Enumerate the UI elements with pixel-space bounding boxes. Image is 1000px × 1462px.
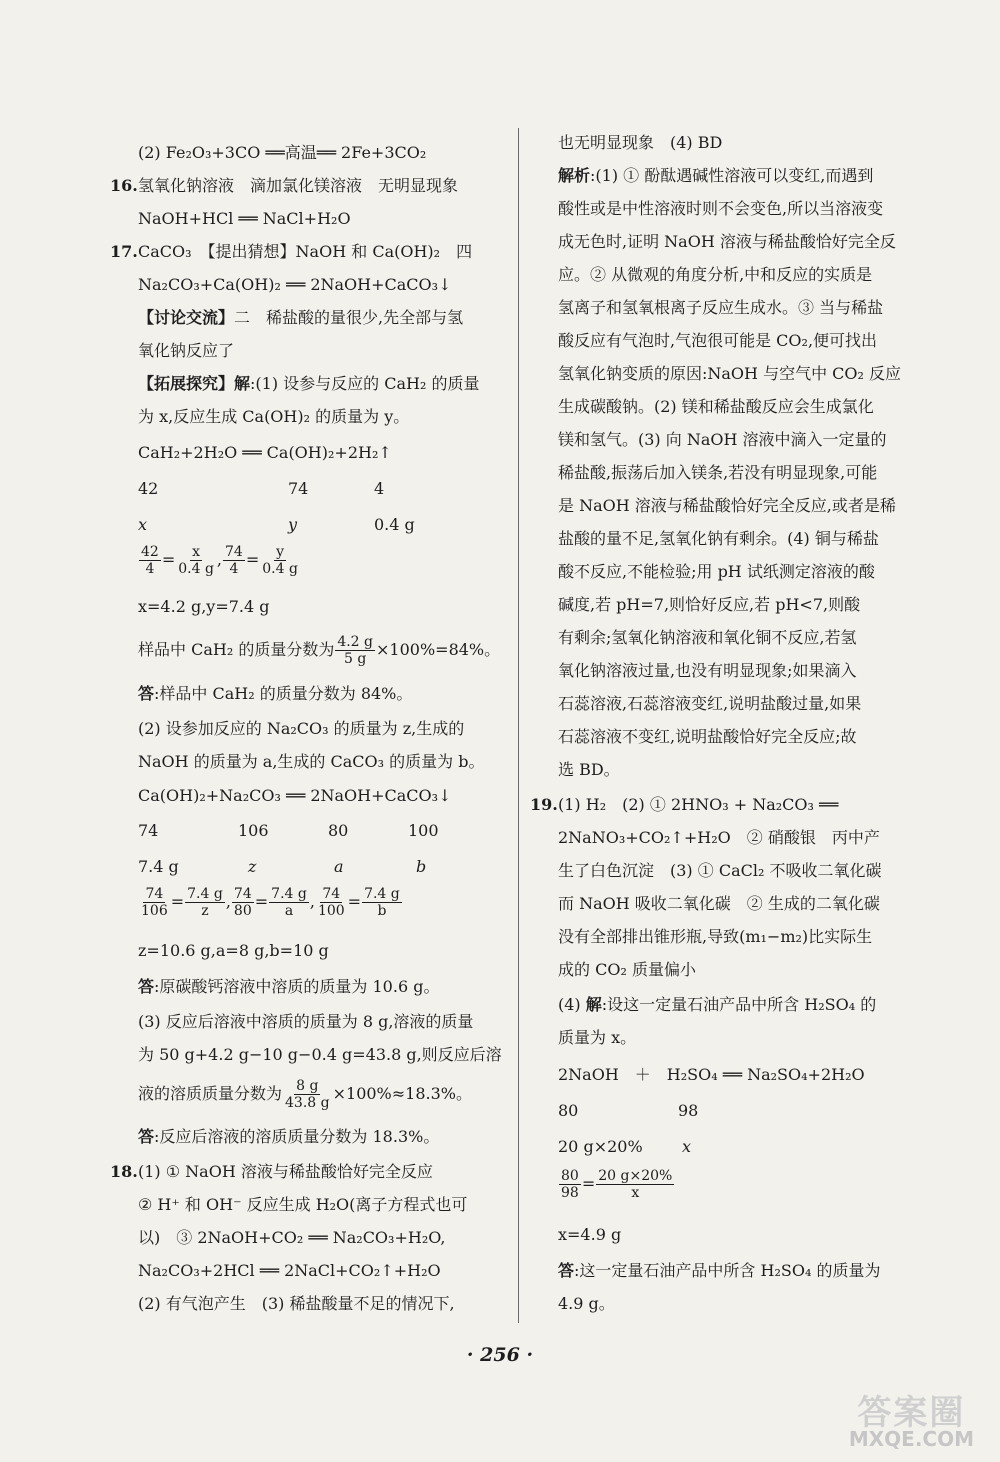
text: 液的溶质质量分数为 xyxy=(138,1084,283,1103)
numerator: 7.4 g xyxy=(364,886,400,902)
variable: a xyxy=(334,857,344,876)
denominator: x xyxy=(631,1185,640,1201)
variable: b xyxy=(416,857,427,876)
variable: x xyxy=(138,515,148,534)
fraction xyxy=(335,634,375,667)
molar-mass: 80 xyxy=(328,821,349,840)
text-line: 应。② 从微观的角度分析,中和反应的实质是 xyxy=(558,265,873,284)
equation: 2NaOH ＋ H₂SO₄ ══ Na₂SO₄+2H₂O xyxy=(558,1065,865,1084)
fraction xyxy=(232,886,254,919)
text-line: 石蕊溶液不变红,说明盐酸恰好完全反应;故 xyxy=(558,727,857,746)
text-line: (3) 反应后溶液中溶质的质量为 8 g,溶液的质量 xyxy=(138,1012,474,1031)
text-line: 为 x,反应生成 Ca(OH)₂ 的质量为 y。 xyxy=(138,407,410,426)
text-line: 也无明显现象 (4) BD xyxy=(558,133,723,152)
denominator: 5 g xyxy=(344,651,367,667)
variable: 20 g×20% xyxy=(558,1137,643,1156)
fraction xyxy=(596,1168,674,1201)
text-line: 碱度,若 pH=7,则恰好反应,若 pH<7,则酸 xyxy=(558,595,861,614)
variable: y xyxy=(288,515,298,534)
equation: NaOH+HCl ══ NaCl+H₂O xyxy=(138,209,351,228)
text-line: (2) Fe₂O₃+3CO ══高温══ 2Fe+3CO₂ xyxy=(138,143,427,162)
answer-tag: 答 xyxy=(138,684,155,703)
text: 样品中 CaH₂ 的质量分数为 xyxy=(138,640,335,659)
variable: x xyxy=(682,1137,692,1156)
denominator: 98 xyxy=(561,1185,579,1201)
text: (4) xyxy=(558,995,586,1014)
text-line: (1) H₂ (2) ① 2HNO₃ + Na₂CO₃ ══ xyxy=(558,795,839,814)
numerator: 80 xyxy=(561,1168,579,1184)
molar-mass: 42 xyxy=(138,479,159,498)
section-tag: 【拓展探究】解 xyxy=(138,374,251,393)
molar-mass: 74 xyxy=(288,479,309,498)
numerator: 74 xyxy=(145,886,164,902)
fraction-equation xyxy=(138,886,403,919)
fraction xyxy=(139,886,170,919)
fraction xyxy=(176,544,216,577)
numerator: 74 xyxy=(233,886,252,902)
text: :这一定量石油产品中所含 H₂SO₄ 的质量为 xyxy=(574,1261,881,1280)
fraction xyxy=(223,544,245,577)
text-line xyxy=(138,307,463,329)
fraction xyxy=(316,886,347,919)
text-line: ② H⁺ 和 OH⁻ 反应生成 H₂O(离子方程式也可 xyxy=(138,1195,468,1214)
equals: = xyxy=(161,550,176,569)
text-line: NaOH 的质量为 a,生成的 CaCO₃ 的质量为 b。 xyxy=(138,752,485,771)
variable: 7.4 g xyxy=(138,857,179,876)
denominator: z xyxy=(201,903,209,919)
molar-mass: 80 xyxy=(558,1101,579,1120)
text-line: 而 NaOH 吸收二氧化碳 ② 生成的二氧化碳 xyxy=(558,894,880,913)
equation: Na₂CO₃+Ca(OH)₂ ══ 2NaOH+CaCO₃↓ xyxy=(138,275,452,294)
denominator: a xyxy=(284,903,294,919)
text-line xyxy=(138,1078,472,1111)
column-divider xyxy=(518,128,519,1323)
text-line: 氢氧化钠变质的原因:NaOH 与空气中 CO₂ 反应 xyxy=(558,364,902,383)
fraction-equation xyxy=(558,1168,675,1201)
text-line xyxy=(558,994,876,1016)
text-line: (2) 有气泡产生 (3) 稀盐酸量不足的情况下, xyxy=(138,1294,455,1313)
molar-mass: 106 xyxy=(238,821,269,840)
numerator: 4.2 g xyxy=(337,634,374,650)
text: ×100%=84%。 xyxy=(376,640,501,659)
question-number: 18. xyxy=(110,1162,138,1181)
text-line: 4.9 g。 xyxy=(558,1294,615,1313)
text-line xyxy=(138,373,479,395)
text-line: 是 NaOH 溶液与稀盐酸恰好完全反应,或者是稀 xyxy=(558,496,896,515)
text-line: 没有全部排出锥形瓶,导致(m₁−m₂)比实际生 xyxy=(558,927,873,946)
variable: 0.4 g xyxy=(374,515,415,534)
analysis-tag: 解析 xyxy=(558,166,591,185)
result: x=4.2 g,y=7.4 g xyxy=(138,597,270,616)
denominator: b xyxy=(377,903,387,919)
denominator: 106 xyxy=(141,903,168,919)
denominator: 0.4 g xyxy=(262,561,298,577)
text-line: 稀盐酸,振荡后加入镁条,若没有明显现象,可能 xyxy=(558,463,878,482)
text: :(1) 设参与反应的 CaH₂ 的质量 xyxy=(250,374,480,393)
numerator: y xyxy=(276,544,285,560)
answer-line xyxy=(138,976,439,998)
text-line: 酸反应有气泡时,气泡很可能是 CO₂,便可找出 xyxy=(558,331,878,350)
answer-tag: 答 xyxy=(558,1261,575,1280)
separator: , xyxy=(225,892,231,911)
text-line: 生成碳酸钠。(2) 镁和稀盐酸反应会生成氯化 xyxy=(558,397,874,416)
numerator: 8 g xyxy=(296,1078,319,1094)
fraction xyxy=(260,544,300,577)
question-number: 17. xyxy=(110,242,138,261)
denominator: 4 xyxy=(229,561,239,577)
answer-tag: 答 xyxy=(138,1127,155,1146)
text-line: 生了白色沉淀 (3) ① CaCl₂ 不吸收二氧化碳 xyxy=(558,861,882,880)
text-line: 镁和氢气。(3) 向 NaOH 溶液中滴入一定量的 xyxy=(558,430,887,449)
text-line: 酸不反应,不能检验;用 pH 试纸测定溶液的酸 xyxy=(558,562,875,581)
text-line: CaCO₃ 【提出猜想】NaOH 和 Ca(OH)₂ 四 xyxy=(138,242,473,261)
numerator: 7.4 g xyxy=(187,886,223,902)
numerator: 20 g×20% xyxy=(598,1168,673,1184)
separator: , xyxy=(309,892,315,911)
text: :样品中 CaH₂ 的质量分数为 84%。 xyxy=(154,684,413,703)
question-number: 16. xyxy=(110,176,138,195)
denominator: 0.4 g xyxy=(178,561,214,577)
question-number: 19. xyxy=(530,795,558,814)
fraction xyxy=(283,1078,332,1111)
molar-mass: 98 xyxy=(678,1101,699,1120)
solution-tag: 解 xyxy=(585,995,602,1014)
watermark-brand: 答案圈 xyxy=(857,1393,966,1433)
numerator: 74 xyxy=(225,544,243,560)
fraction xyxy=(269,886,309,919)
text-line: 氧化钠溶液过量,也没有明显现象;如果滴入 xyxy=(558,661,857,680)
equation: Na₂CO₃+2HCl ══ 2NaCl+CO₂↑+H₂O xyxy=(138,1261,441,1280)
text: ×100%≈18.3%。 xyxy=(332,1084,472,1103)
numerator: x xyxy=(192,544,201,560)
fraction-equation xyxy=(138,544,301,577)
result: x=4.9 g xyxy=(558,1225,622,1244)
text-line: (1) ① NaOH 溶液与稀盐酸恰好完全反应 xyxy=(138,1162,433,1181)
equals: = xyxy=(245,550,260,569)
denominator: 100 xyxy=(317,903,345,919)
fraction xyxy=(185,886,225,919)
equals: = xyxy=(581,1174,596,1193)
fraction xyxy=(362,886,402,919)
text: :设这一定量石油产品中所含 H₂SO₄ 的 xyxy=(601,995,877,1014)
numerator: 7.4 g xyxy=(271,886,307,902)
numerator: 74 xyxy=(322,886,341,902)
section-tag: 【讨论交流】 xyxy=(138,308,235,327)
variable: z xyxy=(248,857,257,876)
text-line: 氢离子和氢氧根离子反应生成水。③ 当与稀盐 xyxy=(558,298,884,317)
text: :原碳酸钙溶液中溶质的质量为 10.6 g。 xyxy=(154,977,440,996)
equation: CaH₂+2H₂O ══ Ca(OH)₂+2H₂↑ xyxy=(138,443,392,462)
equals: = xyxy=(254,892,269,911)
text-line: 质量为 x。 xyxy=(558,1028,637,1047)
text: :(1) ① 酚酞遇碱性溶液可以变红,而遇到 xyxy=(590,166,874,185)
equals: = xyxy=(170,892,185,911)
page-number-value: 256 xyxy=(480,1344,520,1366)
watermark xyxy=(848,1393,974,1452)
molar-mass: 100 xyxy=(408,821,439,840)
text-line: 2NaNO₃+CO₂↑+H₂O ② 硝酸银 丙中产 xyxy=(558,828,880,847)
numerator: 42 xyxy=(141,544,159,560)
text: 二 稀盐酸的量很少,先全部与氢 xyxy=(234,308,464,327)
text-line: 酸性或是中性溶液时则不会变色,所以当溶液变 xyxy=(558,199,884,218)
text-line: 成无色时,证明 NaOH 溶液与稀盐酸恰好完全反 xyxy=(558,232,896,251)
page-number: · 256 · xyxy=(466,1344,534,1366)
fraction xyxy=(139,544,161,577)
denominator: 80 xyxy=(233,903,252,919)
text-line: 氧化钠反应了 xyxy=(138,341,235,360)
answer-tag: 答 xyxy=(138,977,155,996)
text-line: 以) ③ 2NaOH+CO₂ ══ Na₂CO₃+H₂O, xyxy=(138,1228,446,1247)
text-line: 为 50 g+4.2 g−10 g−0.4 g=43.8 g,则反应后溶 xyxy=(138,1045,502,1064)
equals: = xyxy=(347,892,362,911)
text-line xyxy=(558,165,873,187)
molar-mass: 74 xyxy=(138,821,159,840)
denominator: 4 xyxy=(145,561,155,577)
molar-mass: 4 xyxy=(374,479,385,498)
result: z=10.6 g,a=8 g,b=10 g xyxy=(138,941,329,960)
text: :反应后溶液的溶质质量分数为 18.3%。 xyxy=(154,1127,440,1146)
text-line: 盐酸的量不足,氢氧化钠有剩余。(4) 铜与稀盐 xyxy=(558,529,879,548)
fraction xyxy=(559,1168,581,1201)
text-line: 氢氧化钠溶液 滴加氯化镁溶液 无明显现象 xyxy=(138,176,459,195)
text-line: 选 BD。 xyxy=(558,760,620,779)
answer-line xyxy=(138,1126,439,1148)
answer-line xyxy=(138,683,412,705)
denominator: 43.8 g xyxy=(285,1095,330,1111)
text-line: 成的 CO₂ 质量偏小 xyxy=(558,960,696,979)
answer-line xyxy=(558,1260,880,1282)
text-line: 石蕊溶液,石蕊溶液变红,说明盐酸过量,如果 xyxy=(558,694,862,713)
text-line: (2) 设参加反应的 Na₂CO₃ 的质量为 z,生成的 xyxy=(138,719,465,738)
watermark-url: MXQE.COM xyxy=(848,1427,974,1451)
text-line xyxy=(138,634,500,667)
text-line: 有剩余;氢氧化钠溶液和氧化铜不反应,若氢 xyxy=(558,628,857,647)
equation: Ca(OH)₂+Na₂CO₃ ══ 2NaOH+CaCO₃↓ xyxy=(138,786,452,805)
separator: , xyxy=(216,550,223,569)
